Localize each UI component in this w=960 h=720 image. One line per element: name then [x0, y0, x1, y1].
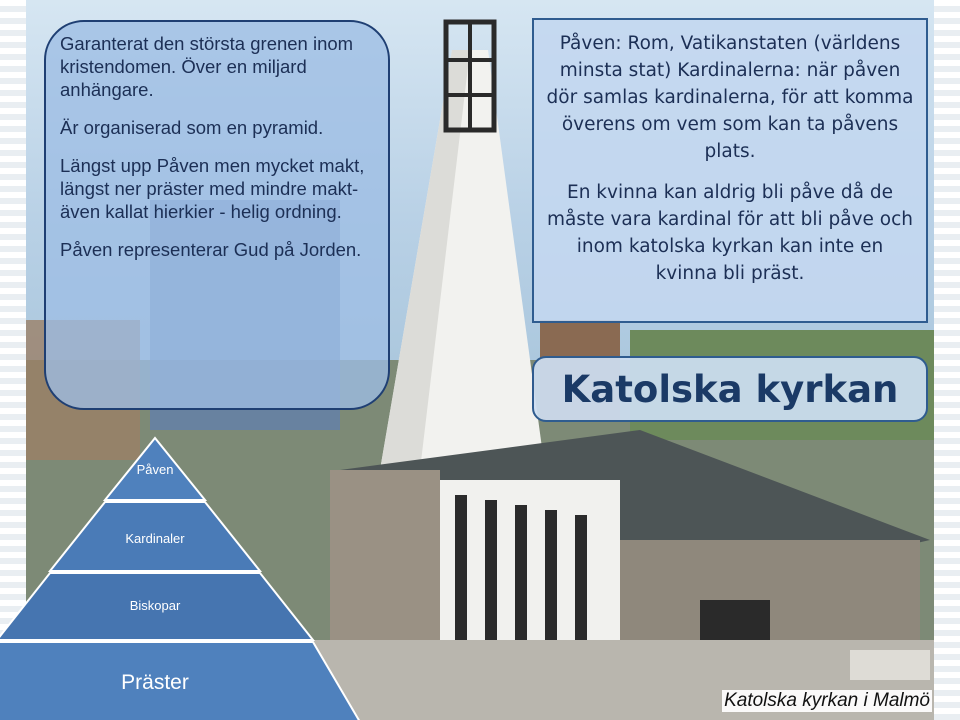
photo-caption: Katolska kyrkan i Malmö: [724, 690, 930, 711]
title-box: [532, 356, 928, 422]
pyramid-label-bishops: Biskopar: [129, 598, 181, 613]
intro-paragraph: Garanterat den största grenen inom kristendomen. Över en miljard anhängare.: [60, 33, 354, 100]
pope-paragraph: Påven representerar Gud på Jorden.: [60, 239, 362, 260]
hierarchy-pyramid: [0, 430, 360, 720]
rome-paragraph: Påven: Rom, Vatikanstaten (världens minsta stat) Kardinalerna: när påven dör samlas kardinalerna, för att komma överens om vem som kan ta påvens plats.: [546, 33, 914, 162]
women-paragraph: En kvinna kan aldrig bli påve då de måste vara kardinal för att bli påve och inom katolska kyrkan kan inte en kvinna bli präst.: [546, 182, 914, 284]
pyramid-label-pope: Påven: [136, 462, 174, 477]
hierarchy-paragraph: Längst upp Påven men mycket makt, längst ner präster med mindre makt- även kallat hierkier - helig ordning.: [60, 155, 365, 222]
pyramid-paragraph: Är organiserad som en pyramid.: [60, 117, 324, 138]
pyramid-label-cardinals: Kardinaler: [125, 531, 185, 546]
slide-title: Katolska kyrkan: [561, 367, 899, 411]
torn-edge-right: [934, 0, 960, 720]
pyramid-label-priests: Präster: [121, 671, 189, 694]
intro-textbox: [44, 20, 390, 410]
facts-textbox: [532, 18, 928, 323]
